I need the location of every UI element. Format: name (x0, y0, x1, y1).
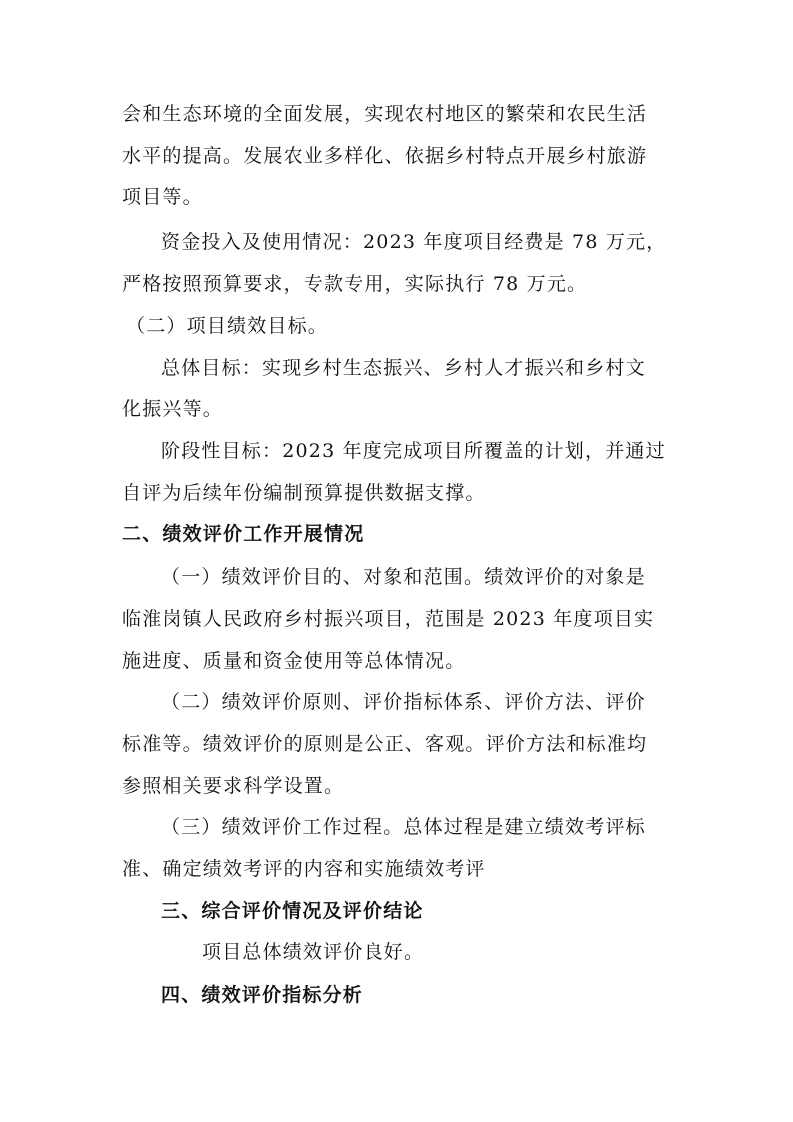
paragraph-line: 项目等。 (122, 186, 203, 208)
paragraph-line: 项目总体绩效评价良好。 (202, 941, 425, 963)
paragraph-line: 会和生态环境的全面发展，实现农村地区的繁荣和农民生活 (122, 103, 648, 125)
section-subtitle: （二）项目绩效目标。 (126, 315, 329, 337)
paragraph-line: 阶段性目标：2023 年度完成项目所覆盖的计划，并通过 (161, 440, 666, 462)
paragraph-line: 临淮岗镇人民政府乡村振兴项目，范围是 2023 年度项目实 (122, 608, 655, 630)
section-heading: 二、绩效评价工作开展情况 (122, 523, 365, 545)
paragraph-line: （三）绩效评价工作过程。总体过程是建立绩效考评标 (161, 816, 646, 838)
section-heading: 四、绩效评价指标分析 (161, 984, 364, 1006)
paragraph-line: 自评为后续年份编制预算提供数据支撑。 (122, 482, 486, 504)
paragraph-line: 总体目标：实现乡村生态振兴、乡村人才振兴和乡村文 (161, 357, 646, 379)
paragraph-line: 准、确定绩效考评的内容和实施绩效考评 (122, 858, 486, 880)
paragraph-line: 资金投入及使用情况：2023 年度项目经费是 78 万元， (161, 231, 667, 253)
paragraph-line: 严格按照预算要求，专款专用，实际执行 78 万元。 (122, 273, 588, 295)
paragraph-line: （二）绩效评价原则、评价指标体系、评价方法、评价 (161, 691, 646, 713)
paragraph-line: 化振兴等。 (122, 398, 224, 420)
paragraph-line: 水平的提高。发展农业多样化、依据乡村特点开展乡村旅游 (122, 145, 648, 167)
paragraph-line: 施进度、质量和资金使用等总体情况。 (122, 650, 466, 672)
section-heading: 三、综合评价情况及评价结论 (161, 900, 424, 922)
paragraph-line: 参照相关要求科学设置。 (122, 775, 345, 797)
paragraph-line: 标准等。绩效评价的原则是公正、客观。评价方法和标准均 (122, 733, 648, 755)
paragraph-line: （一）绩效评价目的、对象和范围。绩效评价的对象是 (161, 566, 646, 588)
